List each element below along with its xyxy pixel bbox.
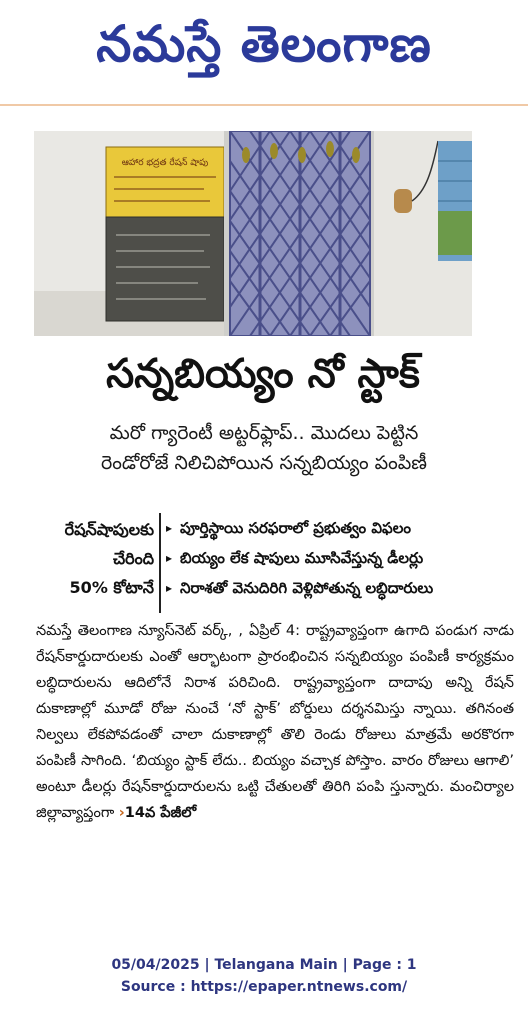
article-text: నమస్తే తెలంగాణ న్యూస్‌నెట్ వర్క్, , ఏప్రిల్ 4: రాష్ట్రవ్యాప్తంగా ఉగాది పండుగ నాడు రేషన్‌కార్డుదారులకు ఎంతో ఆర్భాటంగా ప్రారంభించిన సన్నబియ్యం పంపిణీ కార్యక్రమం లబ్ధిదారులను ఆదిలోనే నిరాశ పరిచింది. రాష్ట్రవ్యాప్తంగా దాదాపు అన్ని రేషన్ దుకాణాల్లో మూడో రోజు నుంచే ‘నో స్టాక్’ బోర్డులు దర్శనమిస్తు న్నాయి. తగినంత నిల్వలు లేకపోవడంతో చాలా దుకాణాల్లో తొలి రెండు రోజులు మాత్రమే అరకొరగా పంపిణీ సాగింది. ‘బియ్యం స్టాక్ లేదు.. బియ్యం వచ్చాక పోస్తాం. వారం రోజులు ఆగాలి’ అంటూ డీలర్లు రేషన్‌కార్డుదారులను ఒట్టి చేతులతో తిరిగి పంపి స్తున్నారు. మంచిర్యాల జిల్లావ్యాప్తంగా bbox=[36, 623, 514, 821]
footer-source-link[interactable]: Source : https://epaper.ntnews.com/ bbox=[120, 979, 408, 995]
sidebar-line: చేరింది bbox=[112, 549, 154, 568]
headline: సన్నబియ్యం నో స్టాక్ bbox=[106, 351, 420, 397]
notice-blackboard bbox=[106, 217, 224, 321]
newspaper-title: నమస్తే తెలంగాణ bbox=[96, 14, 432, 73]
bullet-item bbox=[166, 513, 506, 543]
highlight-bullets bbox=[166, 513, 506, 603]
bullet-item bbox=[166, 543, 506, 573]
subheadline-line: మరో గ్యారెంటీ అట్టర్‌ఫ్లాప్.. మొదలు పెట్టిన bbox=[109, 422, 419, 444]
bullet-arrow-icon: ▸ bbox=[166, 521, 173, 535]
subheadline-line: రెండోరోజే నిలిచిపోయిన సన్నబియ్యం పంపిణీ bbox=[101, 452, 427, 474]
news-photo bbox=[34, 131, 472, 336]
article-body bbox=[36, 618, 514, 908]
bullet-text: నిరాశతో వెనుదిరిగి వెళ్లిపోతున్న లబ్ధిదారులు bbox=[180, 579, 434, 597]
quota-sidebar bbox=[28, 515, 154, 602]
bullet-text: పూర్తిస్థాయి సరఫరాలో ప్రభుత్వం విఫలం bbox=[180, 519, 411, 537]
bullet-text: బియ్యం లేక షాపులు మూసివేస్తున్న డీలర్లు bbox=[180, 549, 424, 567]
sidebar-divider bbox=[159, 513, 161, 613]
masthead-divider bbox=[0, 104, 528, 106]
page-footer bbox=[0, 954, 528, 998]
bullet-item bbox=[166, 573, 506, 603]
subheadline bbox=[30, 418, 498, 478]
footer-edition-info: 05/04/2025 | Telangana Main | Page : 1 bbox=[111, 957, 417, 973]
continue-arrow-icon: › bbox=[118, 805, 125, 821]
shop-sign-text: ఆహార భద్రత రేషన్ షాపు bbox=[121, 158, 209, 168]
bullet-arrow-icon: ▸ bbox=[166, 581, 173, 595]
sidebar-line: 50% కోటానే bbox=[69, 578, 154, 597]
bullet-arrow-icon: ▸ bbox=[166, 551, 173, 565]
ration-shop-photo bbox=[34, 131, 472, 336]
electric-meter bbox=[394, 189, 412, 213]
masthead bbox=[0, 0, 528, 100]
continued-on[interactable] bbox=[119, 805, 196, 821]
sidebar-line: రేషన్‌షాపులకు bbox=[64, 520, 154, 539]
continued-on-label: 14వ పేజీలో bbox=[124, 805, 197, 821]
